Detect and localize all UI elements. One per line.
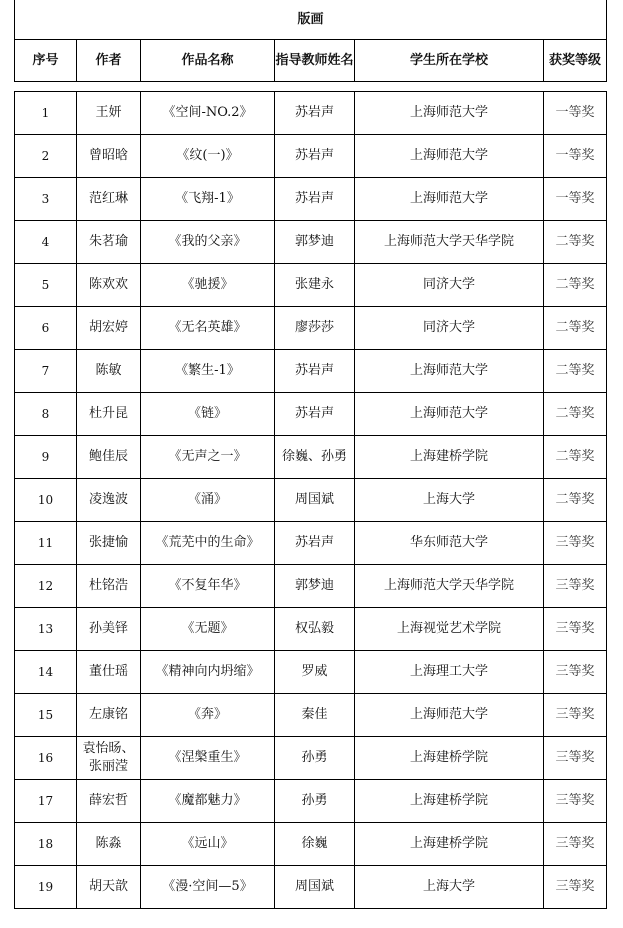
cell-school: 同济大学: [355, 264, 544, 307]
table-row: [15, 780, 607, 823]
cell-school: 上海建桥学院: [355, 436, 544, 479]
col-header-school: 学生所在学校: [355, 40, 544, 82]
cell-school: 上海师范大学: [355, 350, 544, 393]
cell-author: 朱茗瑜: [77, 221, 141, 264]
cell-teacher: 秦佳: [275, 694, 355, 737]
table-row: [15, 651, 607, 694]
table-row: [15, 221, 607, 264]
cell-work: 《我的父亲》: [141, 221, 275, 264]
award-table-body: [14, 91, 607, 909]
col-header-no: 序号: [15, 40, 77, 82]
cell-author: 董仕瑶: [77, 651, 141, 694]
cell-teacher: 孙勇: [275, 780, 355, 823]
cell-work: 《涅槃重生》: [141, 737, 275, 780]
cell-teacher: 罗威: [275, 651, 355, 694]
cell-no: 5: [15, 264, 77, 307]
cell-no: 13: [15, 608, 77, 651]
cell-author: 杜升昆: [77, 393, 141, 436]
cell-school: 上海大学: [355, 479, 544, 522]
cell-no: 12: [15, 565, 77, 608]
cell-award: 三等奖: [544, 522, 607, 565]
table-row: [15, 92, 607, 135]
cell-teacher: 周国斌: [275, 866, 355, 909]
cell-school: 上海大学: [355, 866, 544, 909]
cell-school: 上海师范大学: [355, 135, 544, 178]
cell-school: 上海师范大学: [355, 92, 544, 135]
cell-school: 上海师范大学: [355, 694, 544, 737]
cell-teacher: 张建永: [275, 264, 355, 307]
cell-no: 4: [15, 221, 77, 264]
table-row: [15, 608, 607, 651]
cell-work: 《漫·空间—5》: [141, 866, 275, 909]
cell-teacher: 苏岩声: [275, 135, 355, 178]
cell-work: 《无名英雄》: [141, 307, 275, 350]
table-row: [15, 737, 607, 780]
col-header-work: 作品名称: [141, 40, 275, 82]
table-row: [15, 178, 607, 221]
cell-author: 鲍佳辰: [77, 436, 141, 479]
cell-award: 三等奖: [544, 780, 607, 823]
cell-work: 《纹(一)》: [141, 135, 275, 178]
cell-work: 《无题》: [141, 608, 275, 651]
cell-school: 同济大学: [355, 307, 544, 350]
table-title: 版画: [15, 0, 607, 40]
cell-no: 10: [15, 479, 77, 522]
cell-school: 上海师范大学: [355, 393, 544, 436]
cell-work: 《魔都魅力》: [141, 780, 275, 823]
cell-award: 三等奖: [544, 866, 607, 909]
cell-award: 三等奖: [544, 694, 607, 737]
cell-teacher: 苏岩声: [275, 92, 355, 135]
cell-no: 11: [15, 522, 77, 565]
cell-award: 一等奖: [544, 92, 607, 135]
cell-author: 范红琳: [77, 178, 141, 221]
cell-award: 三等奖: [544, 823, 607, 866]
cell-award: 一等奖: [544, 135, 607, 178]
header-gap: [14, 82, 606, 91]
table-row: [15, 522, 607, 565]
table-row: [15, 823, 607, 866]
cell-author: 陈敏: [77, 350, 141, 393]
cell-no: 14: [15, 651, 77, 694]
cell-author: 胡天歆: [77, 866, 141, 909]
cell-author: 陈淼: [77, 823, 141, 866]
cell-author: 薛宏哲: [77, 780, 141, 823]
cell-no: 9: [15, 436, 77, 479]
table-row: [15, 436, 607, 479]
table-row: [15, 135, 607, 178]
cell-teacher: 郭梦迪: [275, 565, 355, 608]
cell-award: 三等奖: [544, 651, 607, 694]
cell-award: 三等奖: [544, 608, 607, 651]
cell-work: 《空间-NO.2》: [141, 92, 275, 135]
cell-teacher: 苏岩声: [275, 522, 355, 565]
cell-author: 孙美铎: [77, 608, 141, 651]
col-header-teacher: 指导教师姓名: [275, 40, 355, 82]
table-row: [15, 479, 607, 522]
col-header-award: 获奖等级: [544, 40, 607, 82]
cell-teacher: 权弘毅: [275, 608, 355, 651]
cell-school: 上海理工大学: [355, 651, 544, 694]
table-row: [15, 264, 607, 307]
cell-work: 《远山》: [141, 823, 275, 866]
table-row: [15, 393, 607, 436]
cell-teacher: 徐巍、孙勇: [275, 436, 355, 479]
cell-author: 胡宏婷: [77, 307, 141, 350]
cell-author: 王妍: [77, 92, 141, 135]
cell-work: 《奔》: [141, 694, 275, 737]
cell-teacher: 苏岩声: [275, 393, 355, 436]
cell-author: 杜铭浩: [77, 565, 141, 608]
cell-teacher: 苏岩声: [275, 350, 355, 393]
cell-award: 二等奖: [544, 350, 607, 393]
cell-award: 二等奖: [544, 479, 607, 522]
cell-work: 《荒芜中的生命》: [141, 522, 275, 565]
table-rows: [15, 92, 607, 909]
cell-no: 6: [15, 307, 77, 350]
cell-school: 上海建桥学院: [355, 780, 544, 823]
cell-award: 二等奖: [544, 393, 607, 436]
table-row: [15, 350, 607, 393]
cell-school: 上海建桥学院: [355, 737, 544, 780]
cell-author: 左康铭: [77, 694, 141, 737]
cell-no: 8: [15, 393, 77, 436]
cell-work: 《不复年华》: [141, 565, 275, 608]
cell-work: 《驰援》: [141, 264, 275, 307]
cell-school: 上海师范大学天华学院: [355, 565, 544, 608]
cell-no: 19: [15, 866, 77, 909]
cell-school: 上海建桥学院: [355, 823, 544, 866]
cell-work: 《无声之一》: [141, 436, 275, 479]
cell-work: 《飞翔-1》: [141, 178, 275, 221]
cell-award: 一等奖: [544, 178, 607, 221]
cell-teacher: 郭梦迪: [275, 221, 355, 264]
cell-author: 陈欢欢: [77, 264, 141, 307]
table-row: [15, 307, 607, 350]
table-row: [15, 866, 607, 909]
cell-no: 2: [15, 135, 77, 178]
table-row: [15, 694, 607, 737]
cell-award: 二等奖: [544, 307, 607, 350]
cell-teacher: 廖莎莎: [275, 307, 355, 350]
cell-teacher: 徐巍: [275, 823, 355, 866]
cell-school: 上海师范大学: [355, 178, 544, 221]
cell-no: 3: [15, 178, 77, 221]
col-header-author: 作者: [77, 40, 141, 82]
cell-no: 18: [15, 823, 77, 866]
cell-school: 华东师范大学: [355, 522, 544, 565]
table-row: [15, 565, 607, 608]
cell-award: 三等奖: [544, 565, 607, 608]
cell-award: 二等奖: [544, 221, 607, 264]
cell-no: 7: [15, 350, 77, 393]
cell-work: 《涌》: [141, 479, 275, 522]
cell-no: 16: [15, 737, 77, 780]
award-sheet: [14, 0, 606, 909]
cell-school: 上海视觉艺术学院: [355, 608, 544, 651]
cell-award: 二等奖: [544, 436, 607, 479]
cell-no: 17: [15, 780, 77, 823]
cell-author: 袁怡旸、张丽滢: [77, 737, 141, 780]
cell-award: 三等奖: [544, 737, 607, 780]
cell-work: 《繁生-1》: [141, 350, 275, 393]
cell-author: 张捷愉: [77, 522, 141, 565]
cell-author: 曾昭晗: [77, 135, 141, 178]
cell-teacher: 孙勇: [275, 737, 355, 780]
table-header: [14, 0, 607, 82]
cell-teacher: 周国斌: [275, 479, 355, 522]
cell-no: 15: [15, 694, 77, 737]
cell-work: 《链》: [141, 393, 275, 436]
cell-author: 凌逸波: [77, 479, 141, 522]
cell-work: 《精神向内坍缩》: [141, 651, 275, 694]
cell-school: 上海师范大学天华学院: [355, 221, 544, 264]
cell-award: 二等奖: [544, 264, 607, 307]
cell-teacher: 苏岩声: [275, 178, 355, 221]
cell-no: 1: [15, 92, 77, 135]
